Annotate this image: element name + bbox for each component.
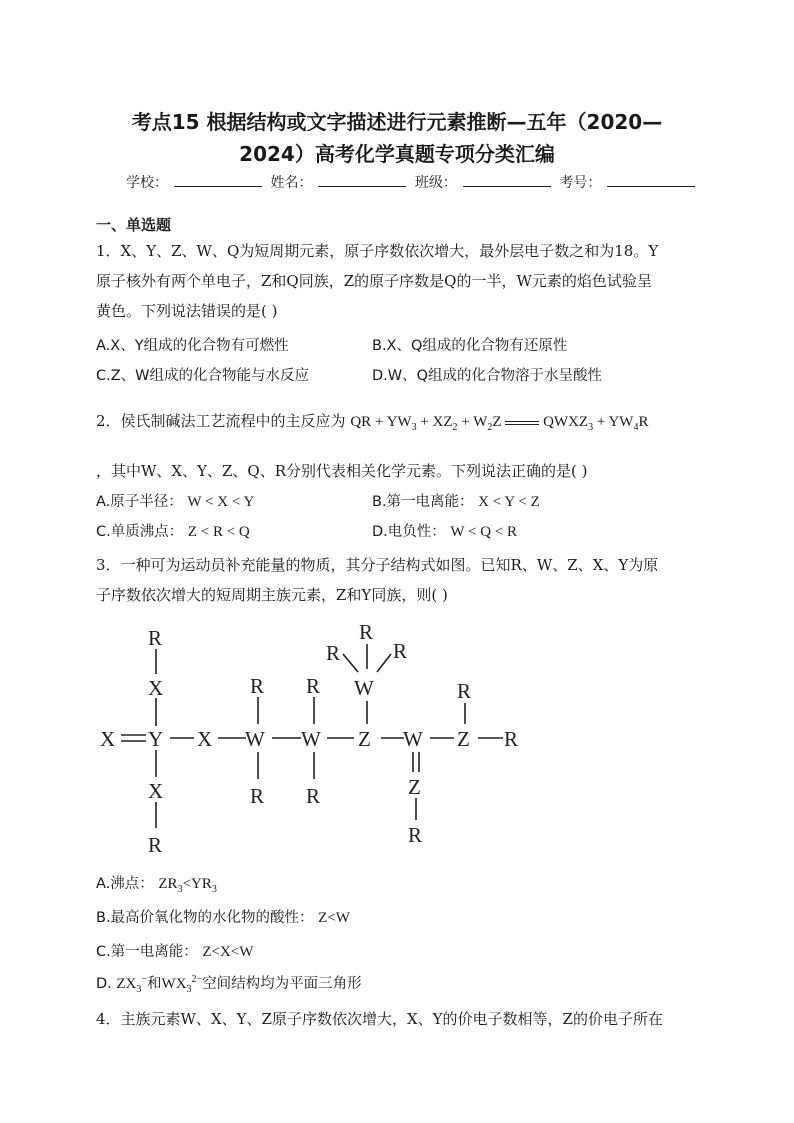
atom-X: X — [148, 676, 164, 700]
exam-no-label: 考号： — [559, 175, 602, 191]
atom-R: R — [504, 727, 519, 751]
q2-option-a[interactable]: A.原子半径： W < X < Y — [96, 494, 255, 510]
q2-lead: 2．侯氏制碱法工艺流程中的主反应为 — [96, 412, 346, 430]
exam-no-blank[interactable] — [607, 174, 695, 187]
q1-option-b[interactable]: B.X、Q组成的化合物有还原性 — [372, 338, 568, 354]
q3-option-b[interactable]: B.最高价氧化物的水化物的酸性： Z<W — [96, 910, 350, 926]
atom-X: X — [197, 727, 213, 751]
q2-option-b[interactable]: B.第一电离能： X < Y < Z — [372, 494, 540, 510]
q1-option-c[interactable]: C.Z、W组成的化合物能与水反应 — [96, 368, 310, 384]
document-title-line1: 考点15 根据结构或文字描述进行元素推断—五年（2020— — [131, 110, 663, 134]
q3-option-a[interactable]: A.沸点： $ZR_3<YR_3$ — [96, 876, 217, 895]
q2-option-d[interactable]: D.电负性： W < Q < R — [372, 524, 518, 540]
atom-Y: Y — [148, 727, 164, 751]
atom-X: X — [148, 779, 164, 803]
atom-R: R — [148, 626, 163, 650]
q1-option-d[interactable]: D.W、Q组成的化合物溶于水呈酸性 — [372, 368, 603, 384]
q2-option-c[interactable]: C.单质沸点： Z < R < Q — [96, 524, 250, 540]
atom-R: R — [250, 674, 265, 698]
atom-R: R — [250, 784, 265, 808]
section-title: 一、单选题 — [96, 216, 172, 234]
atom-Z: Z — [457, 727, 470, 751]
atom-R: R — [408, 823, 423, 847]
document-title-line2: 2024）高考化学真题专项分类汇编 — [239, 142, 555, 166]
school-blank[interactable] — [174, 174, 262, 187]
atom-R: R — [457, 679, 472, 703]
q1-line1: 1．X、Y、Z、W、Q为短周期元素，原子序数依次增大，最外层电子数之和为18。Y — [96, 242, 659, 260]
q3-option-d[interactable]: D. $ZX_3^-$和$WX_3^{2-}$空间结构均为平面三角形 — [96, 974, 362, 995]
student-info-fields — [126, 172, 699, 192]
atom-W: W — [354, 676, 374, 700]
atom-R: R — [393, 639, 408, 663]
class-label: 班级： — [414, 175, 457, 191]
atom-Z: Z — [408, 775, 421, 799]
class-blank[interactable] — [463, 174, 551, 187]
atom-X: X — [100, 727, 116, 751]
q2-line2: ，其中W、X、Y、Z、Q、R分别代表相关化学元素。下列说法正确的是( ) — [96, 462, 588, 480]
atom-W: W — [301, 727, 321, 751]
q1-line2: 原子核外有两个单电子，Z和Q同族，Z的原子序数是Q的一半，W元素的焰色试验呈 — [96, 272, 652, 290]
atom-R: R — [359, 620, 374, 644]
molecular-structure-diagram — [90, 614, 540, 864]
atom-Z: Z — [358, 727, 371, 751]
q3-option-c[interactable]: C.第一电离能： Z<X<W — [96, 944, 254, 960]
q3-line2: 子序数依次增大的短周期主族元素，Z和Y同族，则( ) — [96, 586, 448, 604]
q1-option-a[interactable]: A.X、Y组成的化合物有可燃性 — [96, 338, 289, 354]
atom-R: R — [306, 674, 321, 698]
q1-line3: 黄色。下列说法错误的是( ) — [96, 302, 278, 320]
q2-line1 — [96, 410, 648, 433]
name-label: 姓名： — [270, 175, 313, 191]
q3-line1: 3．一种可为运动员补充能量的物质，其分子结构式如图。已知R、W、Z、X、Y为原 — [96, 556, 659, 574]
atom-R: R — [326, 641, 341, 665]
atom-R: R — [148, 833, 163, 857]
school-label: 学校： — [126, 175, 168, 191]
q2-equation: QR + $YW_3 + XZ_2 + W_2Z$ $QWXZ_3 + YW_4R$ — [350, 414, 649, 433]
atom-W: W — [245, 727, 265, 751]
name-blank[interactable] — [318, 174, 406, 187]
q4-line1: 4．主族元素W、X、Y、Z原子序数依次增大，X、Y的价电子数相等，Z的价电子所在 — [96, 1010, 663, 1028]
atom-W: W — [403, 727, 423, 751]
atom-R: R — [306, 784, 321, 808]
